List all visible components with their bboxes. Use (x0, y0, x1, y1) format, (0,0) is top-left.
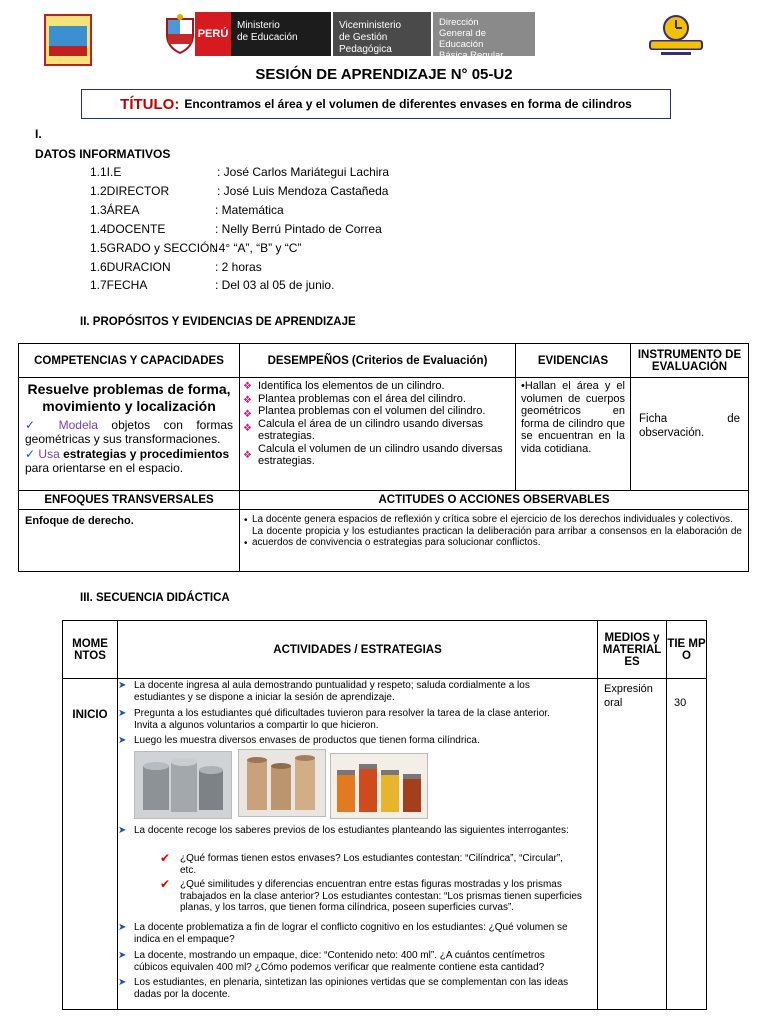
evidencias-cell: •Hallan el área y el volumen de cuerpos geométricos en forma de cilindro que se encuentran en la vida cotidiana. (515, 377, 631, 491)
info-value-duracion: : 2 horas (215, 260, 262, 274)
secuencia-table (62, 620, 707, 1010)
instrumento-cell: Ficha de observación. (630, 377, 749, 491)
info-value-area: : Matemática (215, 203, 284, 217)
actividades-cell (117, 678, 598, 1010)
actitud-item: La docente genera espacios de reflexión y crítica sobre el ejercicio de los derechos individuales y colectivos. (252, 514, 733, 525)
momento-inicio: INICIO (62, 678, 118, 1010)
arrow-icon: ➤ (118, 708, 127, 719)
desempeno-item: Calcula el área de un cilindro usando diversas estrategias. (258, 417, 484, 442)
actividad-5: La docente problematiza a fin de lograr el conflicto cognitivo en los estudiantes: ¿Qué volumen se indica en el empaque? (134, 922, 568, 945)
info-label-grado: 1.5GRADO y SECCIÓN (90, 241, 219, 255)
pregunta-1: ¿Qué formas tienen estos envases? Los estudiantes contestan: “Cilíndrica”, “Circular”, etc. (180, 853, 563, 876)
info-value-fecha: : Del 03 al 05 de junio. (215, 278, 335, 292)
info-value-director: : José Luis Mendoza Castañeda (217, 184, 389, 198)
desempeno-item: Plantea problemas con el área del cilindro. (258, 392, 466, 405)
session-title: SESIÓN DE APRENDIZAJE N° 05-U2 (255, 66, 513, 83)
actividad-7: Los estudiantes, en plenaria, sintetizan las opiniones vertidas que se complementan con las ideas dadas por la docente. (134, 977, 569, 1000)
jec-logo-icon (645, 12, 707, 58)
school-logo (44, 14, 92, 66)
peru-label: PERÚ (195, 12, 231, 56)
arrow-icon: ➤ (118, 735, 127, 746)
desempeno-item: Identifica los elementos de un cilindro. (258, 380, 445, 392)
info-label-fecha: 1.7FECHA (90, 278, 148, 292)
titulo-box (81, 89, 671, 119)
titulo-text: Encontramos el área y el volumen de diferentes envases en forma de cilindros (184, 97, 632, 111)
actitudes-cell (239, 509, 749, 572)
actividad-2: Pregunta a los estudiantes qué dificultades tuvieron para resolver la tarea de la clase anterior. Invita a algunos voluntarios a compartir lo que hicieron. (134, 708, 550, 731)
info-label-ie: 1.1I.E (90, 165, 122, 179)
diamond-icon: ❖ (243, 409, 252, 420)
header-actividades: ACTIVIDADES / ESTRATEGIAS (117, 620, 598, 679)
info-label-duracion: 1.6DURACION (90, 260, 171, 274)
actividad-6: La docente, mostrando un empaque, dice: “Contenido neto: 400 ml”. ¿A cuántos centímetros cúbicos equivalen 400 ml? ¿Cómo podemos verificar que realmente contiene esta cantidad? (134, 950, 545, 973)
diamond-icon: ❖ (243, 381, 252, 392)
header-competencias: COMPETENCIAS Y CAPACIDADES (18, 343, 240, 378)
info-value-ie: : José Carlos Mariátegui Lachira (217, 165, 390, 179)
info-value-docente: : Nelly Berrú Pintado de Correa (215, 222, 382, 236)
capacidad-modela: ✓ Modela objetos con formas geométricas y sus transformaciones. (25, 418, 233, 446)
desempenos-cell (239, 377, 516, 491)
section3-heading: III. SECUENCIA DIDÁCTICA (80, 592, 230, 604)
tubes-photo (238, 749, 326, 817)
header-desempenos: DESEMPEÑOS (Criterios de Evaluación) (239, 343, 516, 378)
ministerio-block: Ministerio de Educación (231, 12, 331, 56)
competencia-cell (18, 377, 240, 491)
medios-cell: Expresión oral (597, 678, 667, 1010)
header-tiempo: TIE MP O (666, 620, 707, 679)
direccion-block: Dirección General de Educación Básica Regular (433, 12, 535, 56)
arrow-icon: ➤ (118, 825, 127, 836)
actividad-3: Luego les muestra diversos envases de productos que tienen forma cilíndrica. (134, 735, 480, 746)
bullet-icon: • (244, 538, 248, 549)
header-enfoques: ENFOQUES TRANSVERSALES (18, 490, 240, 510)
diamond-icon: ❖ (243, 395, 252, 406)
checkmark-icon: ✔ (160, 851, 171, 865)
diamond-icon: ❖ (243, 423, 252, 434)
peru-shield-icon (163, 13, 197, 55)
actividad-1: La docente ingresa al aula demostrando puntualidad y respeto; saluda cordialmente a los estudiantes y se dispone a iniciar la sesión de aprendizaje. (134, 680, 530, 703)
competencia-title: Resuelve problemas de forma, movimiento y localización (27, 381, 231, 414)
check-icon: ✓ (25, 447, 36, 461)
bullet-icon: • (244, 515, 248, 526)
jars-photo (330, 753, 428, 819)
arrow-icon: ➤ (118, 950, 127, 961)
capacidad-usa: ✓ Usa estrategias y procedimientos para orientarse en el espacio. (25, 447, 230, 475)
tiempo-cell: 30 (666, 678, 707, 1010)
desempeno-item: Plantea problemas con el volumen del cilindro. (258, 405, 486, 417)
header-medios: MEDIOS y MATERIAL ES (597, 620, 667, 679)
info-label-director: 1.2DIRECTOR (90, 184, 170, 198)
viceministerio-block: Viceministerio de Gestión Pedagógica (333, 12, 431, 56)
arrow-icon: ➤ (118, 977, 127, 988)
desempeno-item: Calcula el volumen de un cilindro usando diversas estrategias. (258, 442, 503, 467)
titulo-label: TÍTULO: (120, 95, 180, 113)
arrow-icon: ➤ (118, 680, 127, 691)
propositos-table (18, 343, 749, 572)
enfoque-cell: Enfoque de derecho. (18, 509, 240, 572)
header-actitudes: ACTITUDES O ACCIONES OBSERVABLES (239, 490, 749, 510)
actitud-item: La docente propicia y los estudiantes practican la deliberación para arribar a consensos en la elaboración de acuerdos de convivencia o estrategias para solucionar conflictos. (252, 525, 742, 548)
header-instrumento: INSTRUMENTO DE EVALUACIÓN (630, 343, 749, 378)
cans-photo (134, 751, 232, 819)
check-icon: ✓ (25, 418, 46, 432)
arrow-icon: ➤ (118, 922, 127, 933)
pregunta-2: ¿Qué similitudes y diferencias encuentran entre estas figuras mostradas y los prismas trabajados en la clase anterior? Los estudiantes contestan: “Los prismas tienen superficies planas, y los tarros, que tienen forma cilíndrica, poseen superficies curvas”. (180, 879, 582, 913)
header-momentos: MOME NTOS (62, 620, 118, 679)
section2-heading: II. PROPÓSITOS Y EVIDENCIAS DE APRENDIZAJE (80, 316, 356, 328)
diamond-icon: ❖ (243, 450, 252, 461)
section1-num: I. (35, 127, 42, 141)
checkmark-icon: ✔ (160, 877, 171, 891)
actividad-4: La docente recoge los saberes previos de los estudiantes planteando las siguientes interrogantes: (134, 825, 569, 836)
info-label-docente: 1.4DOCENTE (90, 222, 166, 236)
section1-heading: DATOS INFORMATIVOS (35, 147, 171, 161)
header-evidencias: EVIDENCIAS (515, 343, 631, 378)
info-value-grado: : 4° “A”, “B” y “C” (212, 241, 302, 255)
info-label-area: 1.3ÁREA (90, 203, 140, 217)
